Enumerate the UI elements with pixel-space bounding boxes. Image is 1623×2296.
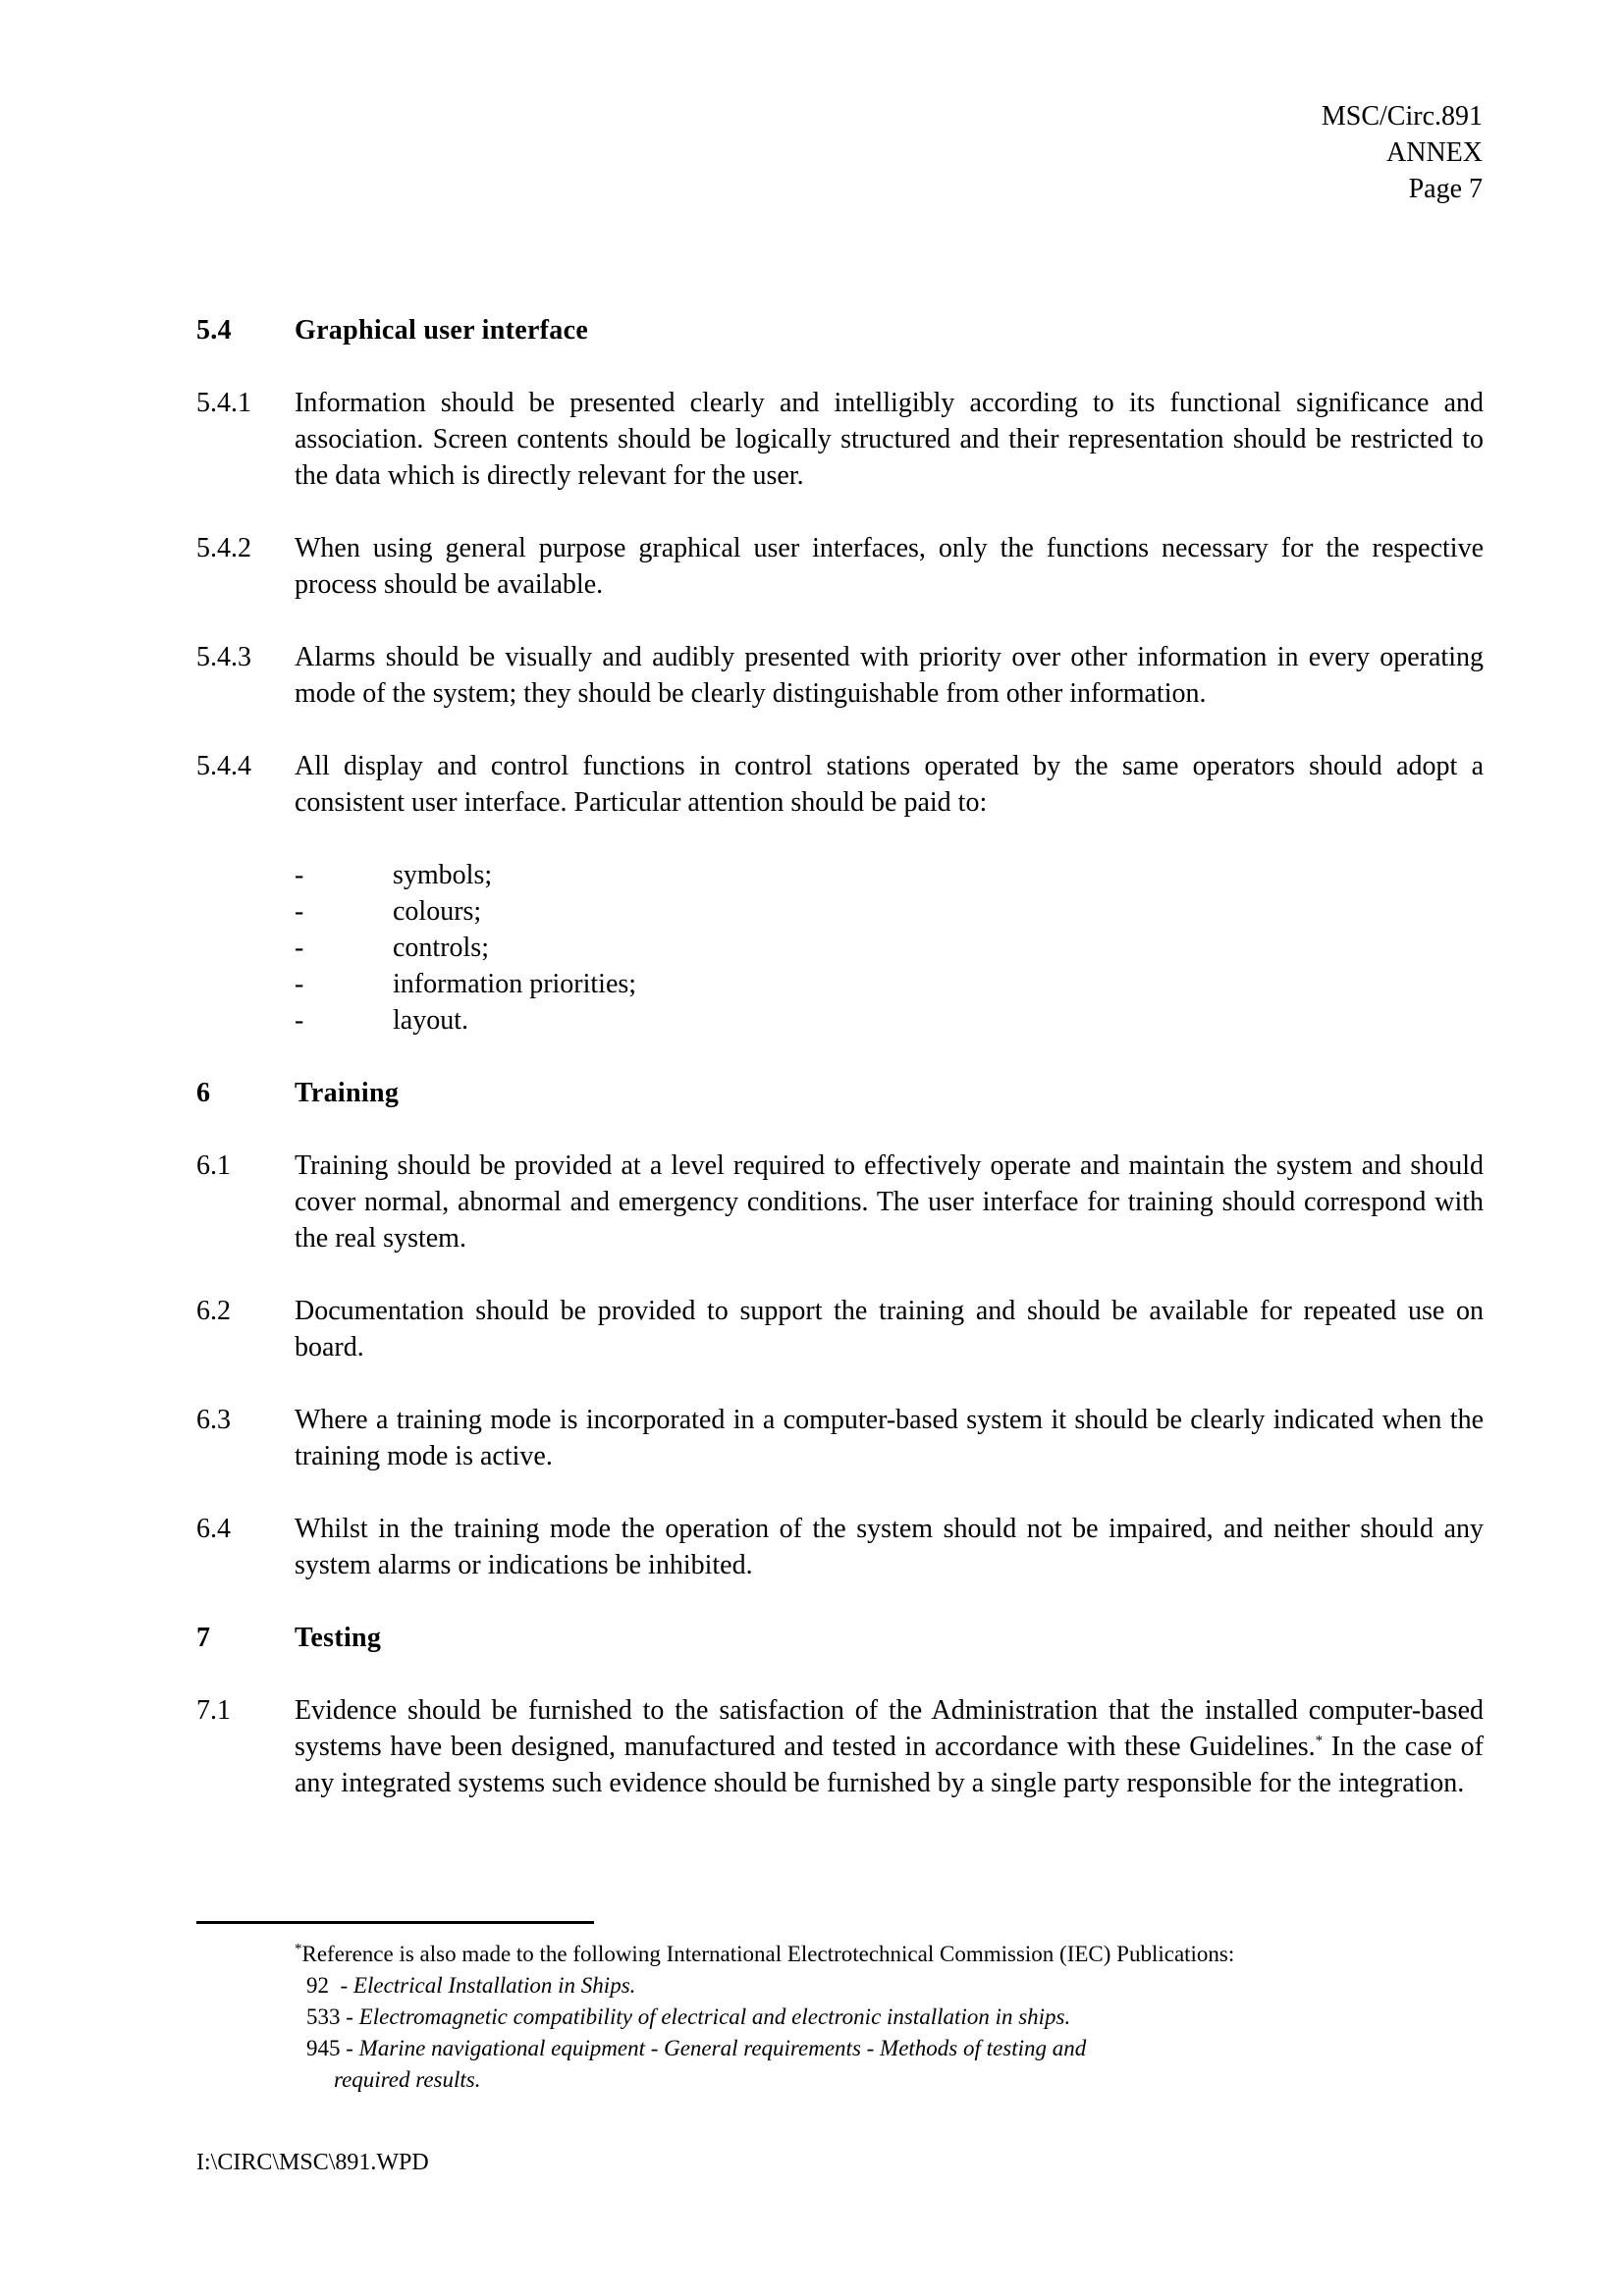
publication-code: 92 - (306, 1973, 353, 1998)
paragraph-number: 6.3 (196, 1405, 231, 1435)
paragraph-6-4 (196, 1511, 1484, 1583)
paragraph-text: All display and control functions in control stations operated by the same operators should adopt a consistent user interface. Particular attention should be paid to: (295, 751, 1484, 818)
paragraph-text: Whilst in the training mode the operation of the system should not be impaired, and neither should any system alarms or indications be inhibited. (295, 1514, 1484, 1580)
list-item (196, 857, 1484, 893)
list-dash: - (295, 860, 304, 890)
publication-code: 945 - (306, 2036, 359, 2060)
list-item (196, 893, 1484, 930)
footnote-block (295, 1939, 1375, 2096)
publication-title: Electrical Installation in Ships. (352, 1973, 636, 1998)
paragraph-5-4-3 (196, 639, 1484, 712)
paragraph-6-1 (196, 1148, 1484, 1256)
publication-code: 533 - (306, 2004, 359, 2029)
section-title: Training (295, 1078, 400, 1108)
section-number: 5.4 (196, 315, 232, 346)
paragraph-text: Documentation should be provided to support the training and should be available for repeated use on board. (295, 1296, 1484, 1362)
paragraph-number: 5.4.2 (196, 533, 251, 563)
list-item-text: controls; (393, 933, 489, 963)
list-dash: - (295, 969, 304, 999)
annex-label: ANNEX (1386, 137, 1483, 168)
list-dash: - (295, 933, 304, 963)
page-number: Page 7 (1408, 174, 1483, 204)
footnote-item (295, 1970, 1375, 2002)
page-header (1322, 98, 1483, 207)
list-item (196, 966, 1484, 1002)
section-title: Graphical user interface (295, 315, 589, 346)
footnote-reference: * (1315, 1733, 1324, 1749)
footnote-intro (295, 1939, 1375, 1970)
list-item-text: colours; (393, 896, 482, 927)
publication-title: Electromagnetic compatibility of electrical and electronic installation in ships. (358, 2004, 1071, 2029)
section-number: 7 (196, 1623, 211, 1653)
paragraph-5-4-2 (196, 530, 1484, 603)
paragraph-5-4-4 (196, 748, 1484, 821)
section-number: 6 (196, 1078, 211, 1108)
section-title: Testing (295, 1623, 382, 1653)
list-item-text: information priorities; (393, 969, 637, 999)
paragraph-number: 5.4.3 (196, 642, 251, 672)
section-heading-6 (196, 1075, 1484, 1111)
paragraph-number: 6.2 (196, 1296, 231, 1326)
list-item (196, 930, 1484, 966)
paragraph-number: 7.1 (196, 1695, 231, 1726)
list-dash: - (295, 1005, 304, 1036)
paragraph-text (295, 1692, 1484, 1801)
list-dash: - (295, 896, 304, 927)
section-heading-7 (196, 1620, 1484, 1656)
list-item (196, 1002, 1484, 1039)
paragraph-text: Information should be presented clearly and intelligibly according to its functional significance and association. Screen contents should be logically structured and their representation should be restricted to the data which is directly relevant for the user. (295, 388, 1484, 491)
paragraph-text: Training should be provided at a level required to effectively operate and maintain the system and should cover normal, abnormal and emergency conditions. The user interface for training should correspond with the real system. (295, 1150, 1484, 1254)
paragraph-number: 6.4 (196, 1514, 231, 1544)
paragraph-number: 5.4.1 (196, 388, 251, 418)
doc-reference: MSC/Circ.891 (1321, 101, 1483, 132)
paragraph-text-part: Evidence should be furnished to the satisfaction of the Administration that the installed computer-based systems have been designed, manufactured and tested in accordance with these Guidelines. (295, 1695, 1484, 1762)
paragraph-text: Alarms should be visually and audibly presented with priority over other information in every operating mode of the system; they should be clearly distinguishable from other information. (295, 642, 1484, 709)
footnote-item (295, 2033, 1375, 2064)
paragraph-number: 5.4.4 (196, 751, 251, 781)
footnote-intro-text: Reference is also made to the following International Electrotechnical Commission (IEC) Publications: (301, 1942, 1235, 1966)
attention-list (196, 857, 1484, 1039)
publication-title: Marine navigational equipment - General requirements - Methods of testing and (358, 2036, 1087, 2060)
footnote-continuation: required results. (334, 2067, 481, 2092)
paragraph-text: When using general purpose graphical user interfaces, only the functions necessary for the respective process should be available. (295, 533, 1484, 600)
list-item-text: symbols; (393, 860, 493, 890)
footnote-item (295, 2002, 1375, 2033)
paragraph-6-2 (196, 1293, 1484, 1365)
paragraph-text-part: In the case of any integrated systems such evidence should be furnished by a single party responsible for the integration. (295, 1732, 1484, 1798)
document-body (196, 312, 1484, 1801)
list-item-text: layout. (393, 1005, 468, 1036)
paragraph-7-1 (196, 1692, 1484, 1801)
paragraph-number: 6.1 (196, 1150, 231, 1181)
paragraph-text: Where a training mode is incorporated in a computer-based system it should be clearly indicated when the training mode is active. (295, 1405, 1484, 1471)
footnote-marker: * (295, 1941, 302, 1957)
footnote-separator (196, 1921, 594, 1924)
section-heading-5-4 (196, 312, 1484, 348)
paragraph-6-3 (196, 1402, 1484, 1474)
file-path-footer: I:\CIRC\MSC\891.WPD (196, 2150, 429, 2175)
paragraph-5-4-1 (196, 385, 1484, 494)
